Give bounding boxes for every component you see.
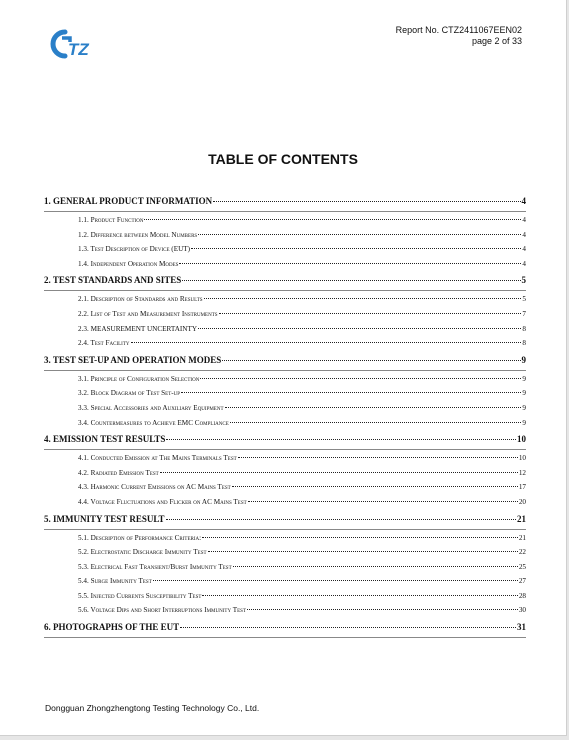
toc-entry-page: 9 — [522, 418, 526, 427]
dot-leader — [232, 486, 518, 487]
toc-entry-label: 2. TEST STANDARDS AND SITES — [44, 275, 182, 286]
footer-company: Dongguan Zhongzhengtong Testing Technology Co., Ltd. — [45, 703, 260, 713]
toc-subsection[interactable] — [44, 592, 526, 607]
toc-entry-page: 25 — [518, 562, 526, 571]
toc-subsection[interactable] — [44, 548, 526, 563]
dot-leader — [153, 580, 518, 581]
dot-leader — [202, 537, 518, 538]
dot-leader — [219, 313, 522, 314]
dot-leader — [166, 439, 516, 440]
dot-leader — [181, 392, 521, 393]
toc-entry-label: 4.4. Voltage Fluctuations and Flicker on AC Mains Test — [78, 497, 247, 506]
dot-leader — [179, 263, 521, 264]
toc-subsection[interactable] — [44, 419, 526, 434]
toc-entry-label: 3.3. Special Accessories and Auxiliary Equipment — [78, 403, 224, 412]
toc-entry-label: 2.1. Description of Standards and Results — [78, 295, 203, 304]
toc-section[interactable] — [44, 622, 526, 638]
toc-entry-label: 1.4. Independent Operation Modes — [78, 259, 179, 268]
toc-subsection[interactable] — [44, 606, 526, 621]
dot-leader — [131, 342, 522, 343]
toc-entry-page: 8 — [522, 324, 526, 333]
toc-subsection[interactable] — [44, 404, 526, 419]
dot-leader — [202, 595, 517, 596]
toc-entry-label: 4.2. Radiated Emission Test — [78, 468, 159, 477]
dot-leader — [247, 609, 518, 610]
dot-leader — [238, 457, 518, 458]
dot-leader — [222, 360, 520, 361]
toc-entry-label: 5.5. Injected Currents Susceptibility Test — [78, 591, 202, 600]
toc-entry-page: 4 — [522, 216, 526, 224]
toc-entry-label: 6. PHOTOGRAPHS OF THE EUT — [44, 622, 180, 633]
toc-section[interactable] — [44, 275, 526, 291]
toc-entry-page: 10 — [518, 454, 526, 463]
toc-entry-page: 31 — [517, 622, 526, 633]
toc-entry-label: 5.6. Voltage Dips and Short Interruptions Immunity Test — [78, 606, 246, 615]
toc-subsection[interactable] — [44, 260, 526, 275]
svg-text:TZ: TZ — [68, 40, 89, 59]
toc-entry-label: 1.1. Product Function — [78, 216, 144, 224]
toc-entry-label: 2.2. List of Test and Measurement Instruments — [78, 309, 218, 318]
toc-entry-label: 2.3. MEASUREMENT UNCERTAINTY — [78, 324, 198, 333]
toc-subsection[interactable] — [44, 231, 526, 246]
toc-entry-page: 28 — [518, 591, 526, 600]
report-number: Report No. CTZ2411067EEN02 — [395, 25, 522, 35]
dot-leader — [248, 501, 518, 502]
dot-leader — [182, 280, 520, 281]
page-number: page 2 of 33 — [471, 36, 522, 46]
toc-entry-page: 7 — [522, 309, 526, 318]
dot-leader — [233, 566, 518, 567]
toc-entry-page: 12 — [518, 468, 526, 477]
toc-entry-label: 3.4. Countermeasures to Achieve EMC Compliance — [78, 418, 229, 427]
dot-leader — [225, 407, 522, 408]
toc-entry-page: 30 — [518, 606, 526, 615]
toc-entry-label: 5.4. Surge Immunity Test — [78, 577, 152, 586]
toc-entry-page: 4 — [522, 230, 526, 239]
toc-entry-label: 3. TEST SET-UP AND OPERATION MODES — [44, 354, 222, 365]
toc-section[interactable] — [44, 355, 526, 371]
toc-subsection[interactable] — [44, 454, 526, 469]
toc-entry-page: 9 — [522, 374, 526, 383]
dot-leader — [198, 234, 521, 235]
toc-subsection[interactable] — [44, 216, 526, 231]
toc-entry-page: 22 — [518, 548, 526, 557]
dot-leader — [230, 422, 522, 423]
toc-subsection[interactable] — [44, 483, 526, 498]
toc-section[interactable] — [44, 514, 526, 530]
toc-entry-label: 4. EMISSION TEST RESULTS — [44, 434, 166, 445]
toc-entry-label: 2.4. Test Facility — [78, 339, 130, 348]
toc-entry-page: 5 — [521, 275, 526, 286]
toc-subsection[interactable] — [44, 498, 526, 513]
toc-entry-page: 9 — [522, 389, 526, 398]
toc-entry-page: 4 — [522, 245, 526, 254]
toc-subsection[interactable] — [44, 310, 526, 325]
dot-leader — [180, 627, 516, 628]
toc-entry-page: 9 — [522, 403, 526, 412]
dot-leader — [198, 328, 521, 329]
toc-subsection[interactable] — [44, 389, 526, 404]
toc-entry-page: 9 — [521, 354, 526, 365]
dot-leader — [213, 201, 520, 202]
dot-leader — [160, 472, 518, 473]
toc-entry-page: 5 — [522, 295, 526, 304]
dot-leader — [204, 298, 522, 299]
toc-subsection[interactable] — [44, 563, 526, 578]
toc-entry-page: 4 — [522, 259, 526, 268]
toc-entry-label: 1.2. Difference between Model Numbers — [78, 230, 198, 239]
table-of-contents — [44, 196, 526, 638]
toc-entry-label: 5.2. Electrostatic Discharge Immunity Test — [78, 548, 207, 557]
toc-entry-label: 5. IMMUNITY TEST RESULT — [44, 513, 165, 524]
toc-entry-page: 27 — [518, 577, 526, 586]
toc-subsection[interactable] — [44, 577, 526, 592]
toc-entry-label: 4.3. Harmonic Current Emissions on AC Mains Test — [78, 483, 231, 492]
toc-entry-page: 10 — [517, 434, 526, 445]
toc-section[interactable] — [44, 434, 526, 450]
company-logo — [48, 28, 100, 60]
toc-entry-label: 4.1. Conducted Emission at The Mains Terminals Test — [78, 454, 237, 463]
report-info — [396, 25, 522, 47]
dot-leader — [200, 378, 521, 379]
toc-subsection[interactable] — [44, 245, 526, 260]
toc-entry-page: 20 — [518, 497, 526, 506]
toc-entry-label: 3.1. Principle of Configuration Selection — [78, 374, 200, 383]
toc-entry-page: 21 — [518, 533, 526, 542]
page-title: TABLE OF CONTENTS — [208, 151, 358, 167]
toc-entry-label: 3.2. Block Diagram of Test Set-up — [78, 389, 181, 398]
toc-entry-page: 17 — [518, 483, 526, 492]
toc-subsection[interactable] — [44, 469, 526, 484]
toc-entry-page: 8 — [522, 339, 526, 348]
dot-leader — [191, 248, 521, 249]
toc-entry-page: 21 — [517, 513, 526, 524]
toc-entry-label: 5.1. Description of Performance Criteria: — [78, 533, 202, 542]
toc-section[interactable] — [44, 196, 526, 212]
toc-subsection[interactable] — [44, 325, 526, 340]
toc-entry-page: 4 — [521, 196, 526, 206]
toc-subsection[interactable] — [44, 375, 526, 390]
dot-leader — [144, 219, 521, 220]
toc-entry-label: 1. GENERAL PRODUCT INFORMATION — [44, 196, 213, 206]
dot-leader — [208, 551, 518, 552]
toc-entry-label: 1.3. Test Description of Device (EUT) — [78, 245, 191, 254]
toc-entry-label: 5.3. Electrical Fast Transient/Burst Immunity Test — [78, 562, 232, 571]
toc-subsection[interactable] — [44, 295, 526, 310]
dot-leader — [166, 519, 516, 520]
toc-subsection[interactable] — [44, 339, 526, 354]
toc-subsection[interactable] — [44, 534, 526, 549]
